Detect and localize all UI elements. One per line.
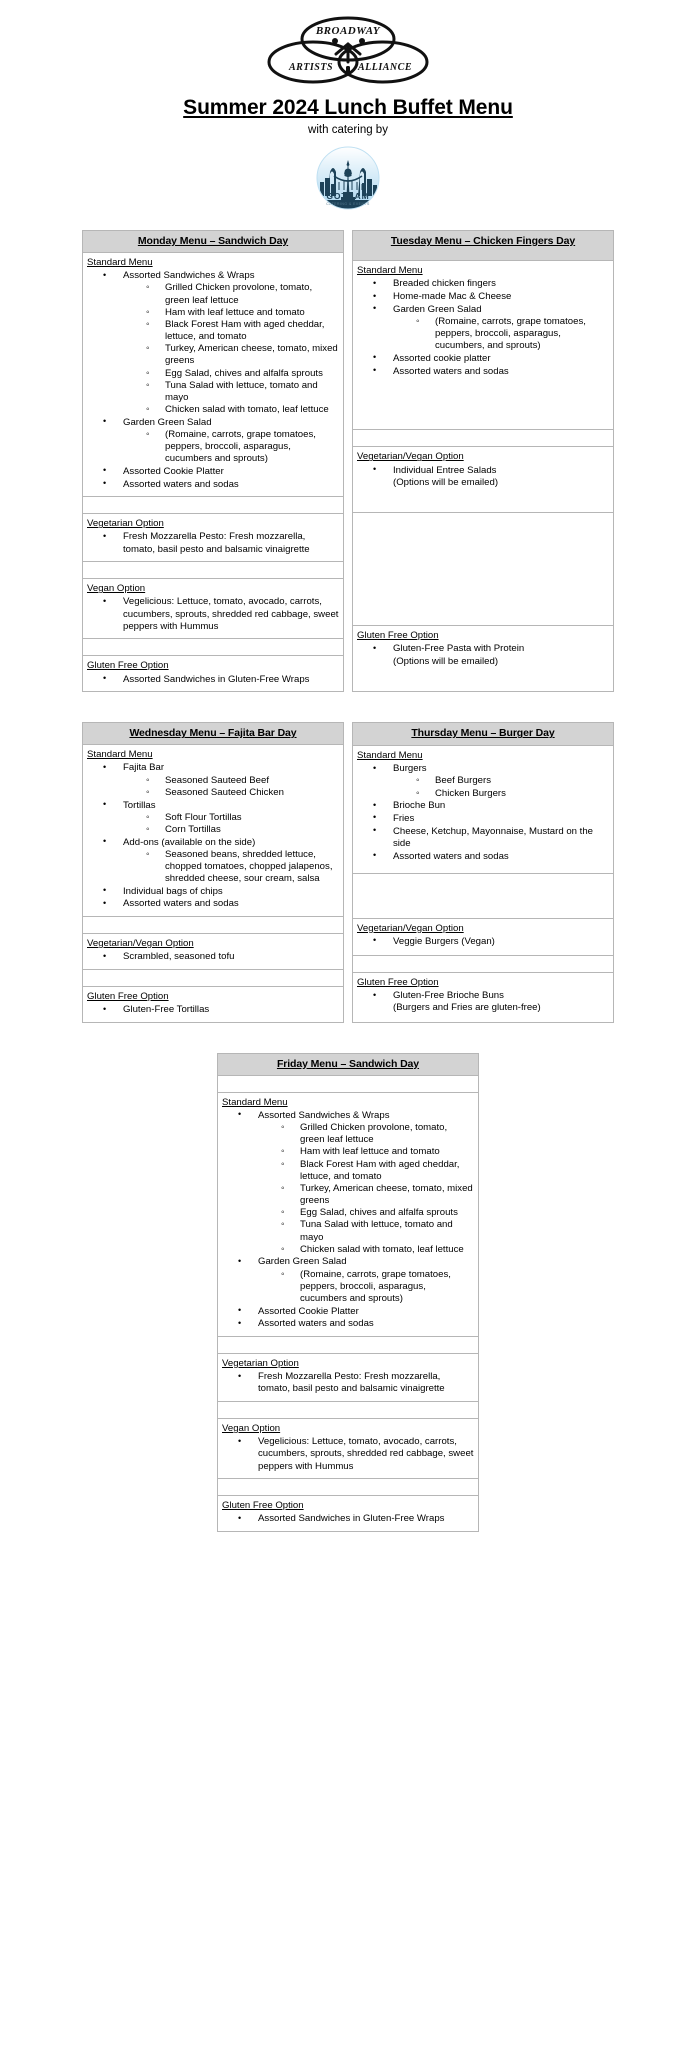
- bullet-list-level2: [123, 812, 339, 836]
- sub-list-item-text: ◦ Grilled Chicken provolone, tomato, green leaf lettuce: [300, 1122, 474, 1146]
- list-item-text: • Individual bags of chips: [123, 886, 339, 898]
- vegetarian-list-monday: [87, 531, 339, 555]
- gotham-catering-logo: [312, 142, 384, 214]
- page-title: Summer 2024 Lunch Buffet Menu: [183, 96, 513, 119]
- sub-list-item-text: ◦ Seasoned beans, shredded lettuce, chopped tomatoes, chopped jalapenos, shredded cheese, sour cream, salsa: [165, 849, 339, 886]
- list-item-text: • Scrambled, seasoned tofu: [123, 951, 339, 963]
- logo-word-alliance: ALLIANCE: [357, 62, 413, 73]
- bullet-list-level1: [357, 465, 609, 489]
- gluten-free-list-tuesday: [357, 643, 609, 667]
- list-item: [371, 826, 609, 850]
- bullet-list-level1: [222, 1513, 474, 1525]
- sub-list-item: [145, 282, 339, 306]
- sub-list-item-text: ◦ Soft Flour Tortillas: [165, 812, 339, 824]
- list-item: [101, 898, 339, 910]
- caterer-tagline: CATERING & EVENTS: [326, 202, 370, 206]
- list-item: [101, 800, 339, 837]
- catering-byline: with catering by: [308, 124, 388, 136]
- vegetarian-vegan-cell-tuesday: [353, 447, 614, 513]
- sub-list-item-text: ◦ Black Forest Ham with aged cheddar, lettuce, and tomato: [165, 319, 339, 343]
- list-item-text: • Tortillas: [123, 800, 339, 812]
- day-table-monday: [82, 230, 344, 692]
- list-item-text: • Brioche Bun: [393, 800, 609, 812]
- list-item-text: • Home-made Mac & Cheese: [393, 291, 609, 303]
- list-item-text: • Cheese, Ketchup, Mayonnaise, Mustard on the side: [393, 826, 609, 850]
- sub-list-item: [415, 775, 609, 787]
- menu-row-wednesday-thursday: [82, 722, 614, 1022]
- section-title-vegetarian-vegan: Vegetarian/Vegan Option: [357, 451, 464, 463]
- section-title-gluten-free: Gluten Free Option: [222, 1500, 304, 1512]
- list-item-text: • Fries: [393, 813, 609, 825]
- standard-list-tuesday: [357, 278, 609, 377]
- spacer-row: [83, 917, 344, 934]
- bullet-list-level2: [123, 282, 339, 416]
- list-item-text: • Garden Green Salad: [393, 304, 609, 316]
- standard-list-wednesday: [87, 762, 339, 910]
- gluten-free-cell-thursday: [353, 972, 614, 1022]
- sub-list-item-text: ◦ (Romaine, carrots, grape tomatoes, peppers, broccoli, asparagus, cucumbers, and sprouts): [435, 316, 609, 353]
- list-item-text: • Assorted waters and sodas: [393, 366, 609, 378]
- gluten-free-cell-friday: [218, 1496, 479, 1532]
- list-item: [236, 1318, 474, 1330]
- list-item: [236, 1436, 474, 1473]
- sub-list-item: [280, 1269, 474, 1306]
- bullet-list-level1: [357, 936, 609, 948]
- section-title-standard: Standard Menu: [357, 265, 423, 277]
- section-title-vegetarian-vegan: Vegetarian/Vegan Option: [87, 938, 194, 950]
- bullet-list-level2: [123, 775, 339, 799]
- day-table-thursday: [352, 722, 614, 1022]
- spacer-row: [353, 430, 614, 447]
- vegetarian-vegan-cell-thursday: [353, 918, 614, 955]
- list-item: [236, 1256, 474, 1305]
- list-item: [101, 479, 339, 491]
- sub-list-item: [145, 812, 339, 824]
- menu-row-monday-tuesday: [82, 230, 614, 692]
- bullet-list-level1: [87, 596, 339, 633]
- day-header-wednesday: Wednesday Menu – Fajita Bar Day: [83, 723, 344, 745]
- list-item-text: • Garden Green Salad: [123, 417, 339, 429]
- bullet-list-level2: [123, 849, 339, 886]
- bullet-list-level2: [258, 1122, 474, 1256]
- gluten-free-list-wednesday: [87, 1004, 339, 1016]
- sub-list-item: [415, 316, 609, 353]
- day-table-friday: [217, 1053, 479, 1532]
- vegetarian-vegan-list-wednesday: [87, 951, 339, 963]
- list-item: [371, 304, 609, 353]
- sub-list-item: [280, 1219, 474, 1243]
- list-item: [371, 366, 609, 378]
- list-item-text: • Assorted waters and sodas: [123, 898, 339, 910]
- spacer-row: [83, 969, 344, 986]
- list-item: [236, 1513, 474, 1525]
- list-item-text: • Assorted cookie platter: [393, 353, 609, 365]
- vegetarian-vegan-list-thursday: [357, 936, 609, 948]
- bullet-list-level1: [87, 270, 339, 491]
- list-item: [101, 762, 339, 799]
- standard-menu-cell-monday: [83, 253, 344, 497]
- list-item-text: • Add-ons (available on the side): [123, 837, 339, 849]
- bullet-list-level2: [123, 429, 339, 466]
- spacer-row: [353, 955, 614, 972]
- vegetarian-vegan-cell-wednesday: [83, 934, 344, 970]
- bullet-list-level1: [222, 1436, 474, 1473]
- section-title-vegan: Vegan Option: [222, 1423, 281, 1435]
- list-item-text: • Vegelicious: Lettuce, tomato, avocado, carrots, cucumbers, sprouts, shredded red cabbage, sweet peppers with Hummus: [258, 1436, 474, 1473]
- day-header-thursday: Thursday Menu – Burger Day: [353, 723, 614, 746]
- bullet-list-level1: [357, 278, 609, 377]
- list-item-text: • Assorted waters and sodas: [393, 851, 609, 863]
- list-item: [371, 465, 609, 489]
- sub-list-item: [280, 1159, 474, 1183]
- list-item: [371, 353, 609, 365]
- list-item-text: • Vegelicious: Lettuce, tomato, avocado, carrots, cucumbers, sprouts, shredded red cabbage, sweet peppers with Hummus: [123, 596, 339, 633]
- list-item: [371, 643, 609, 667]
- logo-word-artists: ARTISTS: [288, 62, 334, 73]
- sub-list-item-text: ◦ Chicken salad with tomato, leaf lettuce: [165, 404, 339, 416]
- sub-list-item-text: ◦ Chicken Burgers: [435, 788, 609, 800]
- sub-list-item-text: ◦ Turkey, American cheese, tomato, mixed greens: [300, 1183, 474, 1207]
- vegan-cell-monday: [83, 579, 344, 639]
- list-item: [101, 1004, 339, 1016]
- list-item-text: • Fresh Mozzarella Pesto: Fresh mozzarella, tomato, basil pesto and balsamic vinaigrette: [123, 531, 339, 555]
- list-item-text: • Assorted waters and sodas: [258, 1318, 474, 1330]
- sub-list-item-text: ◦ Grilled Chicken provolone, tomato, green leaf lettuce: [165, 282, 339, 306]
- document-header: [0, 0, 696, 214]
- bullet-list-level1: [222, 1371, 474, 1395]
- day-header-monday: Monday Menu – Sandwich Day: [83, 231, 344, 253]
- list-item-text: • Assorted Sandwiches & Wraps: [123, 270, 339, 282]
- sub-list-item-text: ◦ Seasoned Sauteed Chicken: [165, 787, 339, 799]
- standard-menu-cell-wednesday: [83, 745, 344, 917]
- list-item-text: • Breaded chicken fingers: [393, 278, 609, 290]
- list-item: [101, 466, 339, 478]
- list-item: [101, 417, 339, 466]
- bullet-list-level2: [258, 1269, 474, 1306]
- sub-list-item: [145, 787, 339, 799]
- sub-list-item-text: ◦ Seasoned Sauteed Beef: [165, 775, 339, 787]
- sub-list-item: [145, 307, 339, 319]
- bullet-list-level2: [393, 316, 609, 353]
- sub-list-item-text: ◦ Egg Salad, chives and alfalfa sprouts: [300, 1207, 474, 1219]
- list-item: [371, 291, 609, 303]
- list-item: [236, 1371, 474, 1395]
- list-item-text: • Burgers: [393, 763, 609, 775]
- logo-word-broadway: BROADWAY: [315, 25, 381, 37]
- list-item-text: • Assorted Sandwiches & Wraps: [258, 1110, 474, 1122]
- list-item: [101, 531, 339, 555]
- sub-list-item-text: ◦ Turkey, American cheese, tomato, mixed greens: [165, 343, 339, 367]
- sub-list-item-text: ◦ Egg Salad, chives and alfalfa sprouts: [165, 368, 339, 380]
- standard-list-monday: [87, 270, 339, 491]
- sub-list-item-text: ◦ Tuna Salad with lettuce, tomato and mayo: [165, 380, 339, 404]
- sub-list-item: [280, 1207, 474, 1219]
- list-item-text: • Assorted Sandwiches in Gluten-Free Wraps: [258, 1513, 474, 1525]
- spacer-row: [353, 513, 614, 626]
- sub-list-item: [280, 1122, 474, 1146]
- sub-list-item-text: ◦ Corn Tortillas: [165, 824, 339, 836]
- gluten-free-list-thursday: [357, 990, 609, 1014]
- list-item: [371, 813, 609, 825]
- section-title-vegetarian-vegan: Vegetarian/Vegan Option: [357, 922, 464, 934]
- sub-list-item: [145, 368, 339, 380]
- list-item: [371, 990, 609, 1014]
- standard-menu-cell-friday: [218, 1092, 479, 1336]
- sub-list-item: [415, 788, 609, 800]
- standard-menu-cell-thursday: [353, 746, 614, 874]
- bullet-list-level1: [222, 1110, 474, 1331]
- spacer-row: [218, 1402, 479, 1419]
- section-title-gluten-free: Gluten Free Option: [357, 976, 439, 988]
- spacer-row: [83, 497, 344, 514]
- day-table-wednesday: [82, 722, 344, 1022]
- standard-list-friday: [222, 1110, 474, 1331]
- bullet-list-level2: [393, 775, 609, 799]
- day-table-tuesday: [352, 230, 614, 692]
- sub-list-item: [145, 343, 339, 367]
- section-title-standard: Standard Menu: [222, 1096, 288, 1108]
- bullet-list-level1: [357, 763, 609, 862]
- bullet-list-level1: [87, 762, 339, 910]
- sub-list-item: [280, 1244, 474, 1256]
- section-title-gluten-free: Gluten Free Option: [87, 990, 169, 1002]
- list-item: [371, 763, 609, 800]
- sub-list-item: [145, 404, 339, 416]
- list-item-text: • Fresh Mozzarella Pesto: Fresh mozzarella, tomato, basil pesto and balsamic vinaigrette: [258, 1371, 474, 1395]
- gluten-free-list-monday: [87, 674, 339, 686]
- sub-list-item-text: ◦ Beef Burgers: [435, 775, 609, 787]
- standard-list-thursday: [357, 763, 609, 862]
- sub-list-item-text: ◦ Tuna Salad with lettuce, tomato and mayo: [300, 1219, 474, 1243]
- section-title-gluten-free: Gluten Free Option: [87, 660, 169, 672]
- vegan-list-monday: [87, 596, 339, 633]
- bullet-list-level1: [87, 1004, 339, 1016]
- vegetarian-vegan-list-tuesday: [357, 465, 609, 489]
- bullet-list-level1: [87, 674, 339, 686]
- list-item: [101, 886, 339, 898]
- sub-list-item: [145, 380, 339, 404]
- list-item: [101, 596, 339, 633]
- gluten-free-list-friday: [222, 1513, 474, 1525]
- list-item: [236, 1306, 474, 1318]
- list-item-text: • Gluten-Free Brioche Buns (Burgers and Fries are gluten-free): [393, 990, 609, 1014]
- list-item-text: • Gluten-Free Tortillas: [123, 1004, 339, 1016]
- spacer-row: [83, 562, 344, 579]
- list-item-text: • Individual Entree Salads (Options will be emailed): [393, 465, 609, 489]
- sub-list-item-text: ◦ Ham with leaf lettuce and tomato: [165, 307, 339, 319]
- section-title-vegetarian: Vegetarian Option: [87, 518, 164, 530]
- section-title-gluten-free: Gluten Free Option: [357, 630, 439, 642]
- gluten-free-cell-wednesday: [83, 986, 344, 1022]
- spacer-row: [353, 873, 614, 918]
- spacer-row: [83, 639, 344, 656]
- list-item-text: • Assorted Cookie Platter: [123, 466, 339, 478]
- gluten-free-cell-monday: [83, 656, 344, 692]
- sub-list-item: [145, 849, 339, 886]
- sub-list-item: [145, 429, 339, 466]
- day-header-friday: Friday Menu – Sandwich Day: [218, 1053, 479, 1075]
- spacer-row: [218, 1479, 479, 1496]
- spacer-row: [218, 1337, 479, 1354]
- sub-list-item-text: ◦ (Romaine, carrots, grape tomatoes, peppers, broccoli, asparagus, cucumbers and sprouts): [165, 429, 339, 466]
- bullet-list-level1: [87, 951, 339, 963]
- sub-list-item: [280, 1183, 474, 1207]
- list-item: [371, 800, 609, 812]
- standard-menu-cell-tuesday: [353, 261, 614, 430]
- day-header-tuesday: Tuesday Menu – Chicken Fingers Day: [353, 231, 614, 261]
- list-item: [371, 278, 609, 290]
- sub-list-item: [280, 1146, 474, 1158]
- broadway-artists-alliance-logo: [263, 14, 433, 86]
- bullet-list-level1: [357, 643, 609, 667]
- list-item: [236, 1110, 474, 1256]
- sub-list-item-text: ◦ Ham with leaf lettuce and tomato: [300, 1146, 474, 1158]
- list-item: [371, 936, 609, 948]
- list-item: [101, 674, 339, 686]
- list-item-text: • Fajita Bar: [123, 762, 339, 774]
- list-item: [101, 837, 339, 886]
- list-item: [101, 270, 339, 416]
- gluten-free-cell-tuesday: [353, 626, 614, 692]
- list-item-text: • Assorted Sandwiches in Gluten-Free Wraps: [123, 674, 339, 686]
- list-item: [371, 851, 609, 863]
- sub-list-item: [145, 319, 339, 343]
- list-item-text: • Veggie Burgers (Vegan): [393, 936, 609, 948]
- list-item-text: • Assorted waters and sodas: [123, 479, 339, 491]
- section-title-standard: Standard Menu: [357, 750, 423, 762]
- section-title-standard: Standard Menu: [87, 749, 153, 761]
- section-title-vegan: Vegan Option: [87, 583, 146, 595]
- vegetarian-cell-monday: [83, 514, 344, 562]
- vegetarian-cell-friday: [218, 1354, 479, 1402]
- menu-row-friday: [82, 1053, 614, 1532]
- vegan-list-friday: [222, 1436, 474, 1473]
- list-item-text: • Assorted Cookie Platter: [258, 1306, 474, 1318]
- sub-list-item-text: ◦ Chicken salad with tomato, leaf lettuce: [300, 1244, 474, 1256]
- sub-list-item: [145, 775, 339, 787]
- caterer-name: GOTHAM: [326, 191, 370, 201]
- section-title-vegetarian: Vegetarian Option: [222, 1358, 299, 1369]
- list-item-text: • Garden Green Salad: [258, 1256, 474, 1268]
- list-item-text: • Gluten-Free Pasta with Protein (Options will be emailed): [393, 643, 609, 667]
- bullet-list-level1: [87, 531, 339, 555]
- bullet-list-level1: [357, 990, 609, 1014]
- sub-list-item: [145, 824, 339, 836]
- list-item: [101, 951, 339, 963]
- vegan-cell-friday: [218, 1419, 479, 1479]
- vegetarian-list-friday: [222, 1371, 474, 1395]
- sub-list-item-text: ◦ Black Forest Ham with aged cheddar, lettuce, and tomato: [300, 1159, 474, 1183]
- sub-list-item-text: ◦ (Romaine, carrots, grape tomatoes, peppers, broccoli, asparagus, cucumbers and sprouts): [300, 1269, 474, 1306]
- spacer-row: [218, 1075, 479, 1092]
- section-title-standard: Standard Menu: [87, 257, 153, 268]
